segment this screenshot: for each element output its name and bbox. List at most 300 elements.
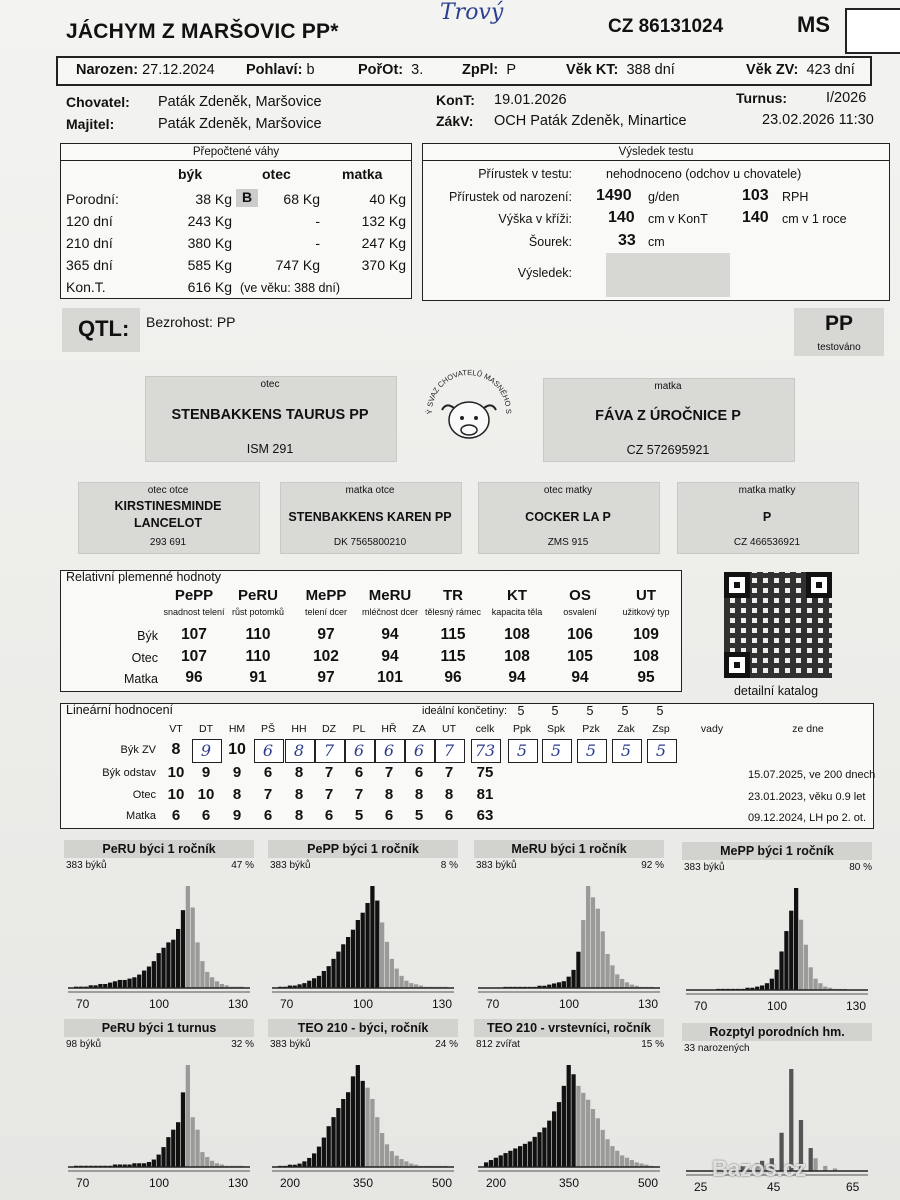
age-zv-value: 423 dní [806,62,855,78]
height-year-unit: cm v 1 roce [782,212,847,226]
histogram-bar [775,970,779,990]
handwritten-note: Trový [440,0,504,25]
histogram-bar [779,951,783,990]
rph-cell: 97 [317,626,335,643]
scrotum-value: 33 [618,232,636,249]
histogram-bar [581,1093,585,1167]
histogram-bar [375,1117,379,1167]
histogram-tick-label: 130 [228,1176,249,1190]
age-zv-field [746,62,855,78]
histogram-bar [346,1092,350,1167]
weights-col-bull: býk [178,166,203,182]
zakv-value: OCH Paták Zdeněk, Minartice [494,113,687,129]
rph-cell: 115 [440,626,466,643]
scrotum-label: Šourek: [528,235,572,249]
histogram-tick-label: 500 [432,1176,453,1190]
breed-code: MS [797,12,830,37]
histogram-bar [625,982,629,988]
histogram-bar [809,967,813,990]
weights-row-bull: 616 Kg [187,279,232,295]
rph-cell: 106 [567,626,593,643]
linear-cell: 10 [167,786,185,803]
linear-col-header: VT [169,723,183,735]
histogram-bar [346,937,350,988]
histogram-bar [205,972,209,988]
histogram-bar [312,1153,316,1167]
histogram-bar [508,1151,512,1167]
weights-row-bull: 380 Kg [187,235,232,251]
histogram-bar [523,1144,527,1167]
zakv-label: ZákV: [436,113,474,129]
linear-row-date: 15.07.2025, ve 200 dnech [748,769,876,781]
sex-label: Pohlaví: [246,62,303,78]
linear-cell: 6 [353,741,365,760]
histogram-tick-label: 70 [694,999,708,1013]
linear-col-header: Ppk [512,723,532,735]
linear-cell: 5 [516,741,528,760]
weights-row-bull: 38 Kg [195,191,232,207]
histogram-bar [132,977,136,988]
linear-cell: 63 [476,807,494,824]
linear-cell: 9 [232,807,242,824]
chart-percent: 32 % [231,1039,254,1050]
histogram-bar [365,903,369,988]
linear-cell: 9 [232,764,242,781]
rph-col-desc: telení dcer [304,607,348,617]
chart-title: PeRU býci 1 ročník [64,840,254,858]
linear-cell: 8 [171,741,181,758]
histogram-bar [186,1065,190,1167]
histogram-bar [191,1117,195,1167]
rph-cell: 96 [444,669,462,686]
height-unit: cm v KonT [648,212,708,226]
histogram-bar [513,1148,517,1167]
histogram-bar [166,1137,170,1167]
histogram-bar [385,1144,389,1167]
linear-cell: 7 [444,764,454,781]
histogram-bar [591,897,595,988]
porot-field [358,62,423,78]
linear-cell: 5 [655,741,667,760]
linear-cell: 8 [414,786,424,803]
linear-cell: 6 [354,764,364,781]
histogram-bar [152,961,156,988]
histogram-tick-label: 130 [228,997,249,1011]
linear-cell: 6 [201,807,211,824]
linear-cell: 7 [323,741,335,760]
rph-col-code: PePP [174,587,214,604]
kont-value: 19.01.2026 [494,92,567,108]
weights-row-label: Porodní: [66,191,119,207]
chart-percent: 15 % [641,1039,664,1050]
rph-unit: RPH [782,190,809,204]
histogram-bar [327,1126,331,1167]
rph-cell: 94 [381,648,399,665]
histogram-tick-label: 70 [280,997,294,1011]
histogram-tick-label: 350 [559,1176,580,1190]
histogram-bar [586,1100,590,1167]
histogram-plot [64,1055,254,1191]
histogram-bar [562,1086,566,1167]
histogram-bar [161,1147,165,1167]
histogram-bar [552,1111,556,1167]
linear-col-header: ZA [412,723,426,735]
grandparent-name: STENBAKKENS KAREN PP [288,510,452,524]
histogram-bar [489,1160,493,1167]
gain-from-birth-label: Přírustek od narození: [449,190,572,204]
histogram-bar [322,971,326,988]
histogram-tick-label: 350 [353,1176,374,1190]
histogram-bar [601,931,605,988]
histogram-bar [205,1157,209,1167]
born-label: Narozen: [76,62,139,78]
linear-col-header: UT [442,723,456,735]
rph-cell: 95 [637,669,655,686]
histogram-bar [302,1161,306,1167]
linear-row-date: 23.01.2023, věku 0.9 let [748,791,866,803]
histogram-bar [784,931,788,990]
histogram-bar [380,1133,384,1167]
histogram-bar [789,911,793,990]
linear-cell: 81 [476,786,494,803]
turnus-value: I/2026 [826,90,867,106]
linear-ideal-label: ideální končetiny: [422,705,507,717]
grandparent-name: COCKER LA P [525,510,611,524]
histogram-bar [181,910,185,988]
rph-cell: 105 [567,648,593,665]
histogram-bar [171,1130,175,1167]
chart-title: MePP býci 1 ročník [682,842,872,860]
grandparent-id: CZ 466536921 [733,537,801,548]
zppl-field [462,62,516,78]
histogram-bar [576,1086,580,1167]
breeder-value: Paták Zdeněk, Maršovice [158,94,322,110]
histogram-tick-label: 130 [846,999,867,1013]
rph-col-desc: růst potomků [231,607,285,617]
breeder-label: Chovatel: [66,94,130,110]
rph-col-desc: tělesný rámec [424,607,482,617]
histogram-tick-label: 100 [559,997,580,1011]
histogram-tick-label: 130 [432,997,453,1011]
histogram-bar [404,1161,408,1167]
chart-count: 383 býků [66,860,107,871]
linear-ideal-value: 5 [621,704,629,718]
histogram-bar [765,983,769,990]
histogram-bar [625,1158,629,1167]
rph-cell: 94 [571,669,589,686]
linear-cell: 10 [167,764,185,781]
histogram-bar [361,1081,365,1167]
histogram-bar [331,959,335,988]
test-gain-value: nehodnoceno (odchov u chovatele) [606,167,802,181]
rph-value: 103 [742,187,769,204]
linear-ideal-value: 5 [551,704,559,718]
histogram-bar [571,1074,575,1167]
histogram-bar [605,954,609,988]
gain-from-birth-value: 1490 [596,187,632,204]
chart-percent: 80 % [849,862,872,873]
histogram-tick-label: 70 [486,997,500,1011]
linear-cell: 8 [294,786,304,803]
linear-cell: 6 [383,741,395,760]
histogram-tick-label: 100 [149,997,170,1011]
histogram-bar [395,969,399,988]
histogram-bar [351,1076,355,1167]
linear-cell: 5 [414,807,424,824]
histogram-plot [64,876,254,1012]
weights-row-sire: - [315,213,320,229]
histogram-bar [586,886,590,988]
grandparent-role: matka otce [345,485,395,496]
histogram-bar [547,1121,551,1167]
height-label: Výška v kříži: [498,212,572,226]
linear-row-label: Matka [126,810,156,822]
histogram-plot [474,1055,664,1191]
histogram-bar [370,1099,374,1167]
histogram-bar [317,1147,321,1167]
qtl-label: QTL: [78,316,130,341]
histogram-bar [630,1160,634,1167]
histogram-bar [610,1146,614,1167]
chart-title: TEO 210 - vrstevníci, ročník [474,1019,664,1037]
weights-col-sire: otec [262,166,291,182]
histogram-plot [474,876,664,1012]
linear-cell: 6 [171,807,181,824]
histogram-bar [336,952,340,988]
chart-percent: 92 % [641,860,664,871]
rph-row-label: Otec [131,651,158,665]
linear-cell: 8 [294,764,304,781]
histogram-bar [375,901,379,988]
zppl-value: P [506,62,516,78]
linear-col-header: HŘ [381,723,397,735]
histogram-bar [161,948,165,988]
histogram-bar [615,974,619,988]
rph-col-code: MePP [305,587,347,604]
test-gain-label: Přírustek v testu: [478,167,572,181]
chart-title: TEO 210 - býci, ročník [268,1019,458,1037]
rph-row-label: Matka [123,672,158,686]
age-kt-value: 388 dní [626,62,675,78]
logo-text: Ý SVAZ CHOVATELŮ MASNÉHO S [424,367,514,415]
histogram-bar [118,980,122,988]
histogram-tick-label: 25 [694,1180,708,1194]
porot-label: PořOt: [358,62,404,78]
linear-col-header: PŠ [260,723,275,735]
histogram-bar [823,1166,827,1171]
histogram-bar [351,930,355,988]
sex-value: b [306,62,315,78]
histogram-bar [528,1142,532,1168]
linear-cell: 7 [324,786,334,803]
pedigree-sire-id: ISM 291 [246,442,294,456]
histogram-tick-label: 100 [149,1176,170,1190]
rph-col-code: UT [636,587,656,604]
result-label: Výsledek: [517,266,572,280]
histogram-plot [268,876,458,1012]
rph-cell: 109 [633,626,659,643]
weights-row-dam: 370 Kg [361,257,406,273]
rph-cell: 91 [249,669,267,686]
histogram-bar [571,970,575,988]
histogram-tick-label: 45 [767,1180,781,1194]
grandparent-role: otec otce [147,485,189,496]
linear-cell: 6 [263,807,273,824]
breed-box [845,8,900,54]
histogram-bar [171,940,175,988]
pedigree-sire-name: STENBAKKENS TAURUS PP [171,407,369,423]
linear-cell: 8 [232,786,242,803]
chart-title: MeRU býci 1 ročník [474,840,664,858]
chart-count: 383 býků [270,1039,311,1050]
rph-cell: 108 [504,626,530,643]
linear-cell: 6 [413,741,425,760]
height-year-value: 140 [742,209,769,226]
histogram-bar [356,920,360,988]
histogram-bar [385,942,389,988]
weights-row-label: 120 dní [66,213,113,229]
chart-count: 383 býků [684,862,725,873]
histogram-bar [567,977,571,988]
linear-row-date: 09.12.2024, LH po 2. ot. [748,812,867,824]
rph-cell: 101 [377,669,403,686]
pedigree-sire-role: otec [260,379,280,390]
histogram-bar [157,1155,161,1167]
linear-cell: 75 [476,764,494,781]
histogram-bar [794,888,798,990]
linear-col-header: Zsp [652,723,670,735]
born-value: 27.12.2024 [142,62,215,78]
scrotum-unit: cm [648,235,665,249]
owner-value: Paták Zdeněk, Maršovice [158,116,322,132]
rph-title: Relativní plemenné hodnoty [66,570,221,584]
histogram-bar [390,959,394,988]
weights-row-sire: (ve věku: 388 dní) [240,281,341,295]
histogram-bar [799,920,803,990]
pedigree-dam-role: matka [654,381,682,392]
rph-col-code: TR [443,587,463,604]
histogram-bar [147,967,151,988]
watermark: Bazos.cz [712,1156,807,1181]
qr-caption: detailní katalog [733,684,819,698]
histogram-tick-label: 130 [638,997,659,1011]
histogram-bar [176,1122,180,1167]
histogram-bar [307,1158,311,1167]
linear-row-label: Otec [132,789,156,801]
histogram-bar [341,1099,345,1167]
linear-title: Lineární hodnocení [66,703,174,717]
histogram-bar [317,976,321,988]
linear-cell: 73 [474,741,496,760]
histogram-bar [770,979,774,990]
age-zv-label: Věk ZV: [746,62,799,78]
histogram-bar [365,1088,369,1167]
linear-col-header: Zak [617,723,635,735]
histogram-bar [336,1108,340,1167]
grandparent-name: P [762,510,772,524]
linear-cell: 7 [263,786,273,803]
linear-col-header: celk [475,723,495,735]
linear-col-header: DZ [322,723,336,735]
linear-ideal-value: 5 [586,704,594,718]
histogram-bar [605,1139,609,1167]
histogram-bar [533,1137,537,1167]
rph-cell: 108 [504,648,530,665]
histogram-bar [356,1065,360,1167]
histogram-bar [312,978,316,988]
grandparent-id: DK 7565800210 [333,537,407,548]
weights-row-dam: 40 Kg [369,191,406,207]
histogram-bar [581,920,585,988]
histogram-bar [186,886,190,988]
rph-col-desc: snadnost telení [163,607,225,617]
linear-cell: 5 [354,807,364,824]
histogram-bar [123,980,127,988]
linear-row-label: Býk ZV [120,744,156,756]
chart-percent: 24 % [435,1039,458,1050]
linear-cell: 5 [585,741,597,760]
rph-cell: 94 [381,626,399,643]
histogram-bar [380,922,384,988]
grandparent-role: matka matky [738,485,796,496]
histogram-tick-label: 200 [486,1176,507,1190]
histogram-bar [157,953,161,988]
histogram-bar [601,1130,605,1167]
grandparent-role: otec matky [543,485,593,496]
linear-col-header: vady [700,723,724,735]
linear-col-header: ze dne [792,723,824,735]
linear-ideal-value: 5 [656,704,664,718]
born-field [76,62,215,78]
histogram-bar [113,981,117,988]
histogram-bar [395,1156,399,1167]
histogram-bar [399,1159,403,1167]
histogram-bar [142,971,146,988]
weights-row-sire: 747 Kg [275,257,320,273]
grandparent-name-2: LANCELOT [133,516,203,530]
gain-from-birth-unit: g/den [648,190,680,204]
age-kt-field [566,62,675,78]
histogram-bar [137,975,141,988]
histogram-bar [557,1102,561,1167]
histogram-bar [307,981,311,988]
histogram-bar [370,886,374,988]
qr-code[interactable] [724,572,832,678]
chart-count: 812 zvířat [476,1039,520,1050]
histogram-bar [210,977,214,988]
histogram-bar [576,952,580,988]
animal-name: JÁCHYM Z MARŠOVIC PP* [66,20,339,43]
histogram-bar [567,1065,571,1167]
qtl-badge-sub: testováno [817,342,861,353]
histogram-bar [108,983,112,988]
chart-title: PeRU býci 1 turnus [64,1019,254,1037]
histogram-tick-label: 70 [76,997,90,1011]
linear-col-header: DT [199,723,213,735]
test-title: Výsledek testu [423,144,889,161]
rph-cell: 107 [181,648,207,665]
linear-col-header: PL [352,723,366,735]
result-field [606,253,730,297]
histogram-plot [268,1055,458,1191]
linear-cell: 7 [354,786,364,803]
chart-count: 383 býků [270,860,311,871]
linear-cell: 7 [324,764,334,781]
owner-label: Majitel: [66,116,115,132]
linear-ideal-value: 5 [517,704,525,718]
histogram-bar [620,979,624,988]
rph-cell: 96 [185,669,203,686]
